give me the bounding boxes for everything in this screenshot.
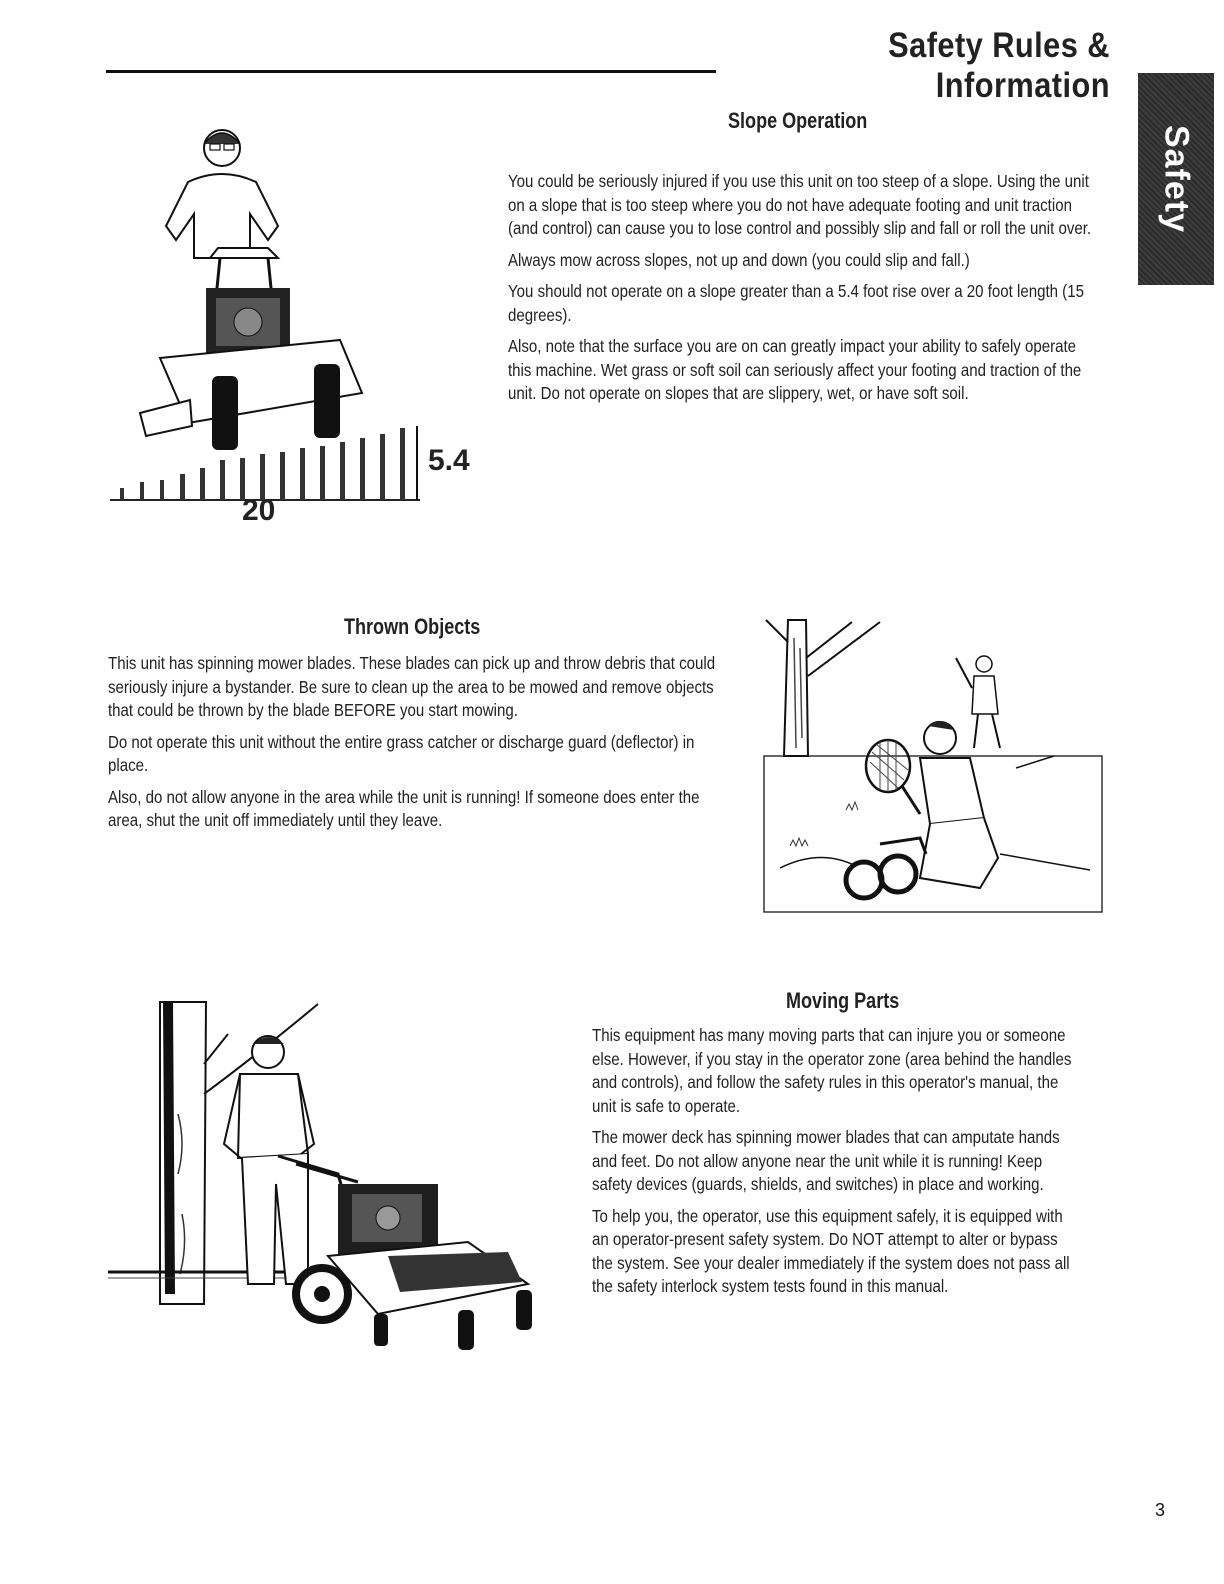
thrown-paragraph-1: This unit has spinning mower blades. These blades can pick up and throw debris that could seriously injure a bystander. Be sure to clean up the area to be mowed and remove objects that could be thrown by the blade BEFORE you start mowing. <box>108 653 716 720</box>
moving-parts-heading: Moving Parts <box>786 988 900 1013</box>
header-rule <box>106 70 716 73</box>
moving-paragraph-2: The mower deck has spinning mower blades that can amputate hands and feet. Do not allow anyone near the unit while it is running! Keep safety devices (guards, shields, and switches) in place and working. <box>592 1127 1060 1194</box>
slope-operation-text <box>508 170 1188 414</box>
moving-parts-illustration <box>108 994 558 1384</box>
thrown-objects-text <box>108 652 826 841</box>
thrown-paragraph-2: Do not operate this unit without the entire grass catcher or discharge guard (deflector) in place. <box>108 731 695 775</box>
slope-paragraph-4: Also, note that the surface you are on can greatly impact your ability to safely operate this machine. Wet grass or soft soil can seriously affect your footing and traction of the unit. Do not operate on slopes that are slippery, wet, or have soft soil. <box>508 336 1082 403</box>
slope-rise-label: 5.4 <box>428 444 470 477</box>
slope-paragraph-3: You should not operate on a slope greater than a 5.4 foot rise over a 20 foot length (15 degrees). <box>508 281 1084 325</box>
page-number: 3 <box>1155 1500 1166 1520</box>
moving-parts-text <box>592 1024 1152 1307</box>
slope-paragraph-1: You could be seriously injured if you use this unit on too steep of a slope. Using the unit on a slope that is too steep where you do not have adequate footing and unit traction (and control) can cause you to lose control and possibly slip and fall or roll the unit over. <box>508 171 1092 238</box>
thrown-objects-illustration <box>760 618 1106 914</box>
slope-operation-illustration <box>100 108 500 528</box>
slope-paragraph-2: Always mow across slopes, not up and down (you could slip and fall.) <box>508 249 970 270</box>
page-title: Safety Rules & Information <box>888 26 1110 105</box>
slope-length-label: 20 <box>242 494 276 527</box>
thrown-objects-heading: Thrown Objects <box>344 614 481 639</box>
moving-paragraph-1: This equipment has many moving parts that can injure you or someone else. However, if you stay in the operator zone (area behind the handles and controls), and follow the safety rules in this operator's manual, the unit is safe to operate. <box>592 1025 1072 1116</box>
thrown-paragraph-3: Also, do not allow anyone in the area while the unit is running! If someone does enter the area, shut the unit off immediately until they leave. <box>108 786 700 830</box>
side-tab-label: Safety <box>1157 124 1196 234</box>
moving-paragraph-3: To help you, the operator, use this equipment safely, it is equipped with an operator-present safety system. Do NOT attempt to alter or bypass the system. See your dealer immediately if the system does not pass all the safety interlock system tests found in this manual. <box>592 1205 1070 1296</box>
slope-operation-heading: Slope Operation <box>728 108 868 133</box>
